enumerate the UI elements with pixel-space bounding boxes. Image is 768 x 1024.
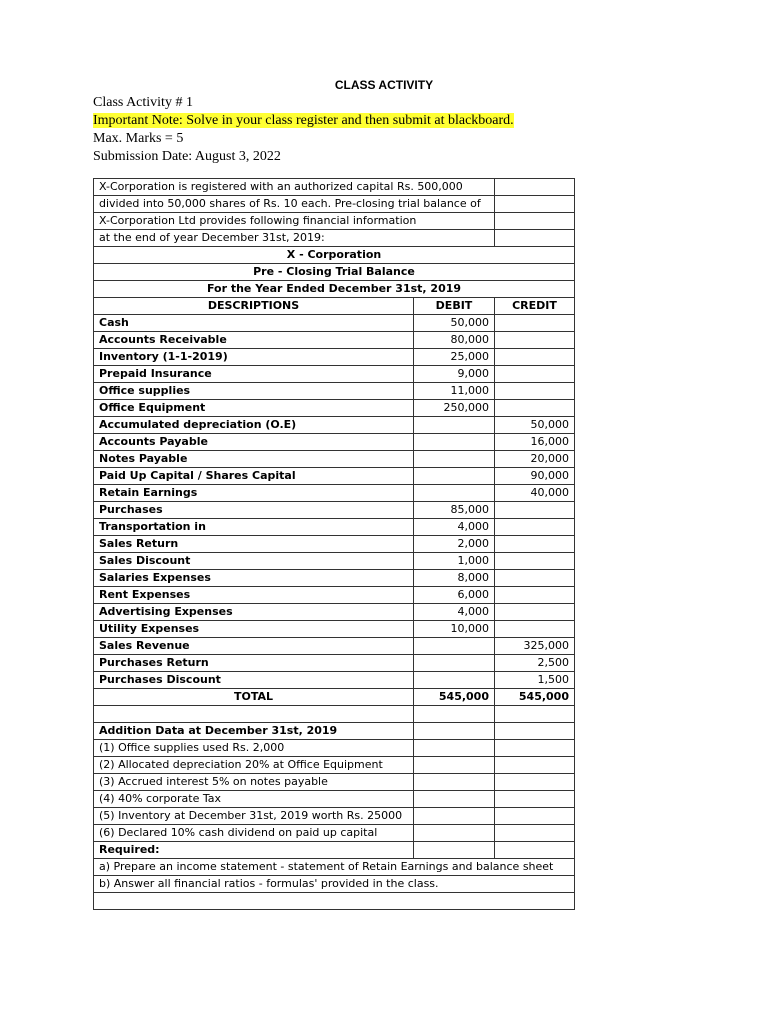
table-row <box>94 468 575 485</box>
row-debit: 2,000 <box>414 536 495 553</box>
row-credit: 16,000 <box>495 434 575 451</box>
table-row <box>94 383 575 400</box>
addition-title-row <box>94 723 575 740</box>
row-description: Retain Earnings <box>94 485 414 502</box>
row-debit: 10,000 <box>414 621 495 638</box>
row-credit: 2,500 <box>495 655 575 672</box>
row-description: Sales Revenue <box>94 638 414 655</box>
addition-item: (2) Allocated depreciation 20% at Office Equipment <box>94 757 414 774</box>
row-debit: 4,000 <box>414 604 495 621</box>
description-line: at the end of year December 31st, 2019: <box>94 230 495 247</box>
addition-title: Addition Data at December 31st, 2019 <box>94 723 414 740</box>
max-marks: Max. Marks = 5 <box>93 131 184 146</box>
table-row <box>94 655 575 672</box>
list-item <box>94 791 575 808</box>
row-credit <box>495 536 575 553</box>
row-credit <box>495 502 575 519</box>
row-credit: 50,000 <box>495 417 575 434</box>
list-item <box>94 825 575 842</box>
row-debit <box>414 417 495 434</box>
row-credit <box>495 332 575 349</box>
row-description: Accounts Payable <box>94 434 414 451</box>
row-debit <box>414 468 495 485</box>
important-note: Important Note: Solve in your class register and then submit at blackboard. <box>93 113 514 128</box>
row-credit: 40,000 <box>495 485 575 502</box>
row-description: Utility Expenses <box>94 621 414 638</box>
list-item <box>94 757 575 774</box>
row-debit <box>414 434 495 451</box>
row-credit <box>495 621 575 638</box>
table-row <box>94 587 575 604</box>
row-description: Rent Expenses <box>94 587 414 604</box>
row-description: Accounts Receivable <box>94 332 414 349</box>
trial-balance-sheet <box>93 178 575 910</box>
table-row <box>94 349 575 366</box>
tb-title-row <box>94 264 575 281</box>
company-name: X - Corporation <box>94 247 575 264</box>
required-row <box>94 842 575 859</box>
total-debit: 545,000 <box>414 689 495 706</box>
row-description: Advertising Expenses <box>94 604 414 621</box>
table-row <box>94 553 575 570</box>
total-row <box>94 689 575 706</box>
row-debit: 25,000 <box>414 349 495 366</box>
description-row <box>94 179 575 196</box>
required-item-row <box>94 859 575 876</box>
row-credit: 20,000 <box>495 451 575 468</box>
total-credit: 545,000 <box>495 689 575 706</box>
description-row <box>94 196 575 213</box>
description-row <box>94 230 575 247</box>
row-description: Notes Payable <box>94 451 414 468</box>
addition-item: (6) Declared 10% cash dividend on paid up capital <box>94 825 414 842</box>
spacer-row <box>94 893 575 910</box>
table-row <box>94 332 575 349</box>
row-debit <box>414 638 495 655</box>
row-description: Purchases Discount <box>94 672 414 689</box>
row-debit: 4,000 <box>414 519 495 536</box>
total-label: TOTAL <box>94 689 414 706</box>
row-credit: 90,000 <box>495 468 575 485</box>
table-row <box>94 502 575 519</box>
submission-date: Submission Date: August 3, 2022 <box>93 149 281 164</box>
list-item <box>94 808 575 825</box>
row-credit: 325,000 <box>495 638 575 655</box>
header-row <box>94 298 575 315</box>
row-credit <box>495 553 575 570</box>
table-row <box>94 570 575 587</box>
addition-item: (3) Accrued interest 5% on notes payable <box>94 774 414 791</box>
row-credit <box>495 349 575 366</box>
table-row <box>94 638 575 655</box>
required-item: b) Answer all financial ratios - formulas' provided in the class. <box>94 876 575 893</box>
description-line: X-Corporation is registered with an authorized capital Rs. 500,000 <box>94 179 495 196</box>
header-credit: CREDIT <box>495 298 575 315</box>
row-credit <box>495 315 575 332</box>
trial-balance-rows <box>94 315 575 689</box>
row-description: Purchases Return <box>94 655 414 672</box>
row-description: Prepaid Insurance <box>94 366 414 383</box>
row-description: Cash <box>94 315 414 332</box>
row-debit: 9,000 <box>414 366 495 383</box>
row-credit <box>495 366 575 383</box>
row-description: Sales Discount <box>94 553 414 570</box>
table-row <box>94 400 575 417</box>
addition-item: (1) Office supplies used Rs. 2,000 <box>94 740 414 757</box>
addition-items <box>94 740 575 842</box>
row-description: Purchases <box>94 502 414 519</box>
description-line: X-Corporation Ltd provides following financial information <box>94 213 495 230</box>
row-description: Accumulated depreciation (O.E) <box>94 417 414 434</box>
header-descriptions: DESCRIPTIONS <box>94 298 414 315</box>
row-debit <box>414 451 495 468</box>
row-debit <box>414 672 495 689</box>
row-debit: 80,000 <box>414 332 495 349</box>
row-credit <box>495 587 575 604</box>
row-description: Inventory (1-1-2019) <box>94 349 414 366</box>
page-title: CLASS ACTIVITY <box>334 78 434 92</box>
table-row <box>94 621 575 638</box>
table-row <box>94 451 575 468</box>
table-row <box>94 366 575 383</box>
table-row <box>94 315 575 332</box>
trial-balance-period: For the Year Ended December 31st, 2019 <box>94 281 575 298</box>
table-row <box>94 672 575 689</box>
row-credit <box>495 400 575 417</box>
row-credit <box>495 519 575 536</box>
description-line: divided into 50,000 shares of Rs. 10 each. Pre-closing trial balance of <box>94 196 495 213</box>
row-description: Paid Up Capital / Shares Capital <box>94 468 414 485</box>
row-debit: 8,000 <box>414 570 495 587</box>
addition-item: (5) Inventory at December 31st, 2019 worth Rs. 25000 <box>94 808 414 825</box>
activity-label: Class Activity # 1 <box>93 95 193 110</box>
row-description: Sales Return <box>94 536 414 553</box>
table-row <box>94 536 575 553</box>
required-item: a) Prepare an income statement - statement of Retain Earnings and balance sheet <box>94 859 575 876</box>
company-row <box>94 247 575 264</box>
list-item <box>94 774 575 791</box>
intro-block <box>93 94 514 166</box>
row-debit: 6,000 <box>414 587 495 604</box>
trial-balance-title: Pre - Closing Trial Balance <box>94 264 575 281</box>
table-row <box>94 417 575 434</box>
row-debit: 250,000 <box>414 400 495 417</box>
description-row <box>94 213 575 230</box>
table-row <box>94 519 575 536</box>
period-row <box>94 281 575 298</box>
row-credit <box>495 383 575 400</box>
row-debit: 85,000 <box>414 502 495 519</box>
row-description: Salaries Expenses <box>94 570 414 587</box>
row-description: Office Equipment <box>94 400 414 417</box>
row-debit: 50,000 <box>414 315 495 332</box>
header-debit: DEBIT <box>414 298 495 315</box>
table-row <box>94 434 575 451</box>
row-credit: 1,500 <box>495 672 575 689</box>
row-description: Office supplies <box>94 383 414 400</box>
row-description: Transportation in <box>94 519 414 536</box>
row-credit <box>495 604 575 621</box>
required-label: Required: <box>94 842 414 859</box>
list-item <box>94 740 575 757</box>
row-debit: 1,000 <box>414 553 495 570</box>
row-credit <box>495 570 575 587</box>
row-debit <box>414 655 495 672</box>
row-debit: 11,000 <box>414 383 495 400</box>
addition-item: (4) 40% corporate Tax <box>94 791 414 808</box>
spacer-row <box>94 706 575 723</box>
table-row <box>94 604 575 621</box>
required-item-row <box>94 876 575 893</box>
table-row <box>94 485 575 502</box>
row-debit <box>414 485 495 502</box>
